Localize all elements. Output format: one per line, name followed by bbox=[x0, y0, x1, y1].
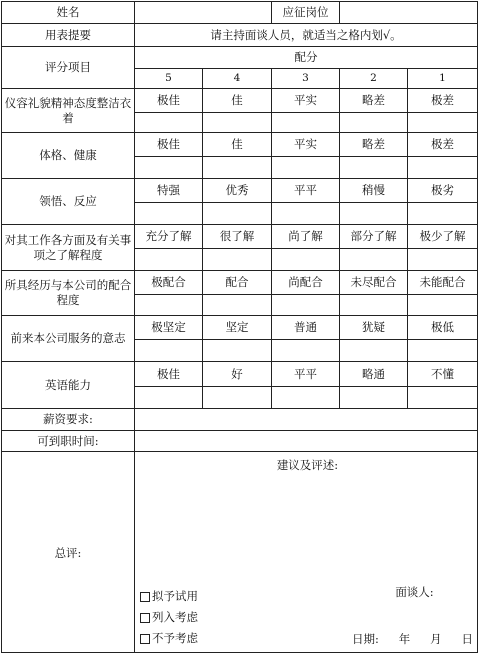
rating-label: 略差 bbox=[340, 89, 408, 113]
rating-label: 极佳 bbox=[135, 362, 203, 387]
rating-check-cell[interactable] bbox=[272, 295, 340, 316]
criterion-experience-fit-label: 所具经历与本公司的配合程度 bbox=[2, 271, 135, 316]
option-trial[interactable] bbox=[140, 586, 342, 607]
decision-area bbox=[138, 583, 477, 649]
rating-label: 普通 bbox=[272, 316, 340, 340]
criterion-english-label: 英语能力 bbox=[2, 362, 135, 409]
comments-label: 建议及评述: bbox=[276, 458, 339, 472]
scoring-items-label: 评分项目 bbox=[2, 47, 135, 89]
criterion-commitment-label: 前来本公司服务的意志 bbox=[2, 316, 135, 362]
rating-label: 佳 bbox=[203, 133, 272, 157]
rating-label: 稍慢 bbox=[340, 179, 408, 203]
date-line bbox=[352, 632, 477, 647]
checkbox-icon[interactable] bbox=[140, 613, 150, 623]
rating-check-cell[interactable] bbox=[408, 295, 478, 316]
rating-check-cell[interactable] bbox=[340, 387, 408, 409]
rating-label: 极佳 bbox=[135, 133, 203, 157]
year-label: 年 bbox=[398, 632, 411, 646]
instructions-label: 用表提要 bbox=[2, 24, 135, 47]
rating-check-cell[interactable] bbox=[203, 203, 272, 225]
decision-options bbox=[138, 583, 342, 649]
rating-check-cell[interactable] bbox=[203, 387, 272, 409]
rating-check-cell[interactable] bbox=[135, 203, 203, 225]
criterion-health-label: 体格、健康 bbox=[2, 133, 135, 179]
rating-label: 尚配合 bbox=[272, 271, 340, 295]
rating-label: 优秀 bbox=[203, 179, 272, 203]
rating-check-cell[interactable] bbox=[135, 295, 203, 316]
rating-label: 特强 bbox=[135, 179, 203, 203]
rating-label: 尚了解 bbox=[272, 225, 340, 249]
rating-label: 极差 bbox=[408, 89, 478, 113]
score-label: 配分 bbox=[135, 47, 478, 69]
rating-check-cell[interactable] bbox=[408, 203, 478, 225]
rating-label: 部分了解 bbox=[340, 225, 408, 249]
rating-check-cell[interactable] bbox=[272, 249, 340, 271]
rating-label: 极配合 bbox=[135, 271, 203, 295]
checkbox-icon[interactable] bbox=[140, 634, 150, 644]
instructions-text: 请主持面谈人员，就适当之格内划√。 bbox=[135, 24, 478, 47]
criterion-job-understanding-label: 对其工作各方面及有关事项之了解程度 bbox=[2, 225, 135, 271]
rating-check-cell[interactable] bbox=[135, 249, 203, 271]
scale-5: 5 bbox=[135, 69, 203, 89]
rating-label: 略通 bbox=[340, 362, 408, 387]
option-reject[interactable] bbox=[140, 628, 342, 649]
rating-check-cell[interactable] bbox=[408, 157, 478, 179]
rating-check-cell[interactable] bbox=[203, 157, 272, 179]
rating-check-cell[interactable] bbox=[135, 387, 203, 409]
rating-label: 极劣 bbox=[408, 179, 478, 203]
rating-check-cell[interactable] bbox=[340, 157, 408, 179]
rating-check-cell[interactable] bbox=[135, 113, 203, 133]
rating-label: 极少了解 bbox=[408, 225, 478, 249]
rating-label: 配合 bbox=[203, 271, 272, 295]
rating-check-cell[interactable] bbox=[135, 340, 203, 362]
rating-label: 平平 bbox=[272, 179, 340, 203]
rating-check-cell[interactable] bbox=[340, 113, 408, 133]
rating-label: 略差 bbox=[340, 133, 408, 157]
rating-check-cell[interactable] bbox=[272, 157, 340, 179]
salary-field[interactable] bbox=[135, 409, 478, 431]
rating-check-cell[interactable] bbox=[408, 387, 478, 409]
month-label: 月 bbox=[430, 632, 442, 646]
criterion-comprehension-label: 领悟、反应 bbox=[2, 179, 135, 225]
rating-check-cell[interactable] bbox=[272, 340, 340, 362]
rating-check-cell[interactable] bbox=[135, 157, 203, 179]
scale-2: 2 bbox=[340, 69, 408, 89]
option-consider-label: 列入考虑 bbox=[152, 610, 198, 624]
rating-check-cell[interactable] bbox=[408, 340, 478, 362]
rating-label: 极低 bbox=[408, 316, 478, 340]
rating-check-cell[interactable] bbox=[203, 295, 272, 316]
rating-check-cell[interactable] bbox=[340, 340, 408, 362]
rating-label: 平实 bbox=[272, 89, 340, 113]
rating-label: 充分了解 bbox=[135, 225, 203, 249]
rating-check-cell[interactable] bbox=[203, 340, 272, 362]
rating-check-cell[interactable] bbox=[408, 113, 478, 133]
rating-label: 极佳 bbox=[135, 89, 203, 113]
signature-area bbox=[342, 583, 477, 649]
rating-label: 未能配合 bbox=[408, 271, 478, 295]
rating-check-cell[interactable] bbox=[272, 203, 340, 225]
comments-field[interactable] bbox=[135, 452, 478, 653]
rating-check-cell[interactable] bbox=[340, 249, 408, 271]
rating-label: 平实 bbox=[272, 133, 340, 157]
position-label: 应征岗位 bbox=[272, 2, 340, 24]
rating-label: 平平 bbox=[272, 362, 340, 387]
criterion-appearance-label: 仪容礼貌精神态度整洁衣着 bbox=[2, 89, 135, 133]
day-label: 日 bbox=[461, 632, 473, 646]
rating-check-cell[interactable] bbox=[340, 203, 408, 225]
rating-check-cell[interactable] bbox=[272, 387, 340, 409]
rating-label: 极坚定 bbox=[135, 316, 203, 340]
interviewer-label: 面谈人: bbox=[395, 585, 434, 599]
rating-label: 坚定 bbox=[203, 316, 272, 340]
rating-check-cell[interactable] bbox=[272, 113, 340, 133]
scale-1: 1 bbox=[408, 69, 478, 89]
salary-label: 薪资要求: bbox=[2, 409, 135, 431]
start-time-field[interactable] bbox=[135, 431, 478, 452]
rating-label: 极差 bbox=[408, 133, 478, 157]
rating-check-cell[interactable] bbox=[203, 113, 272, 133]
rating-label: 很了解 bbox=[203, 225, 272, 249]
rating-check-cell[interactable] bbox=[340, 295, 408, 316]
interview-evaluation-form bbox=[1, 1, 478, 653]
rating-label: 不懂 bbox=[408, 362, 478, 387]
option-reject-label: 不予考虑 bbox=[152, 631, 198, 645]
position-field[interactable] bbox=[340, 2, 478, 24]
option-consider[interactable] bbox=[140, 607, 342, 628]
rating-label: 好 bbox=[203, 362, 272, 387]
rating-check-cell[interactable] bbox=[203, 249, 272, 271]
rating-label: 佳 bbox=[203, 89, 272, 113]
checkbox-icon[interactable] bbox=[140, 592, 150, 602]
rating-label: 犹疑 bbox=[340, 316, 408, 340]
rating-check-cell[interactable] bbox=[408, 249, 478, 271]
scale-3: 3 bbox=[272, 69, 340, 89]
start-time-label: 可到职时间: bbox=[2, 431, 135, 452]
name-label: 姓名 bbox=[2, 2, 135, 24]
date-label: 日期: bbox=[352, 632, 379, 646]
rating-label: 未尽配合 bbox=[340, 271, 408, 295]
name-field[interactable] bbox=[135, 2, 272, 24]
option-trial-label: 拟予试用 bbox=[152, 589, 198, 603]
summary-label: 总评: bbox=[2, 452, 135, 653]
scale-4: 4 bbox=[203, 69, 272, 89]
